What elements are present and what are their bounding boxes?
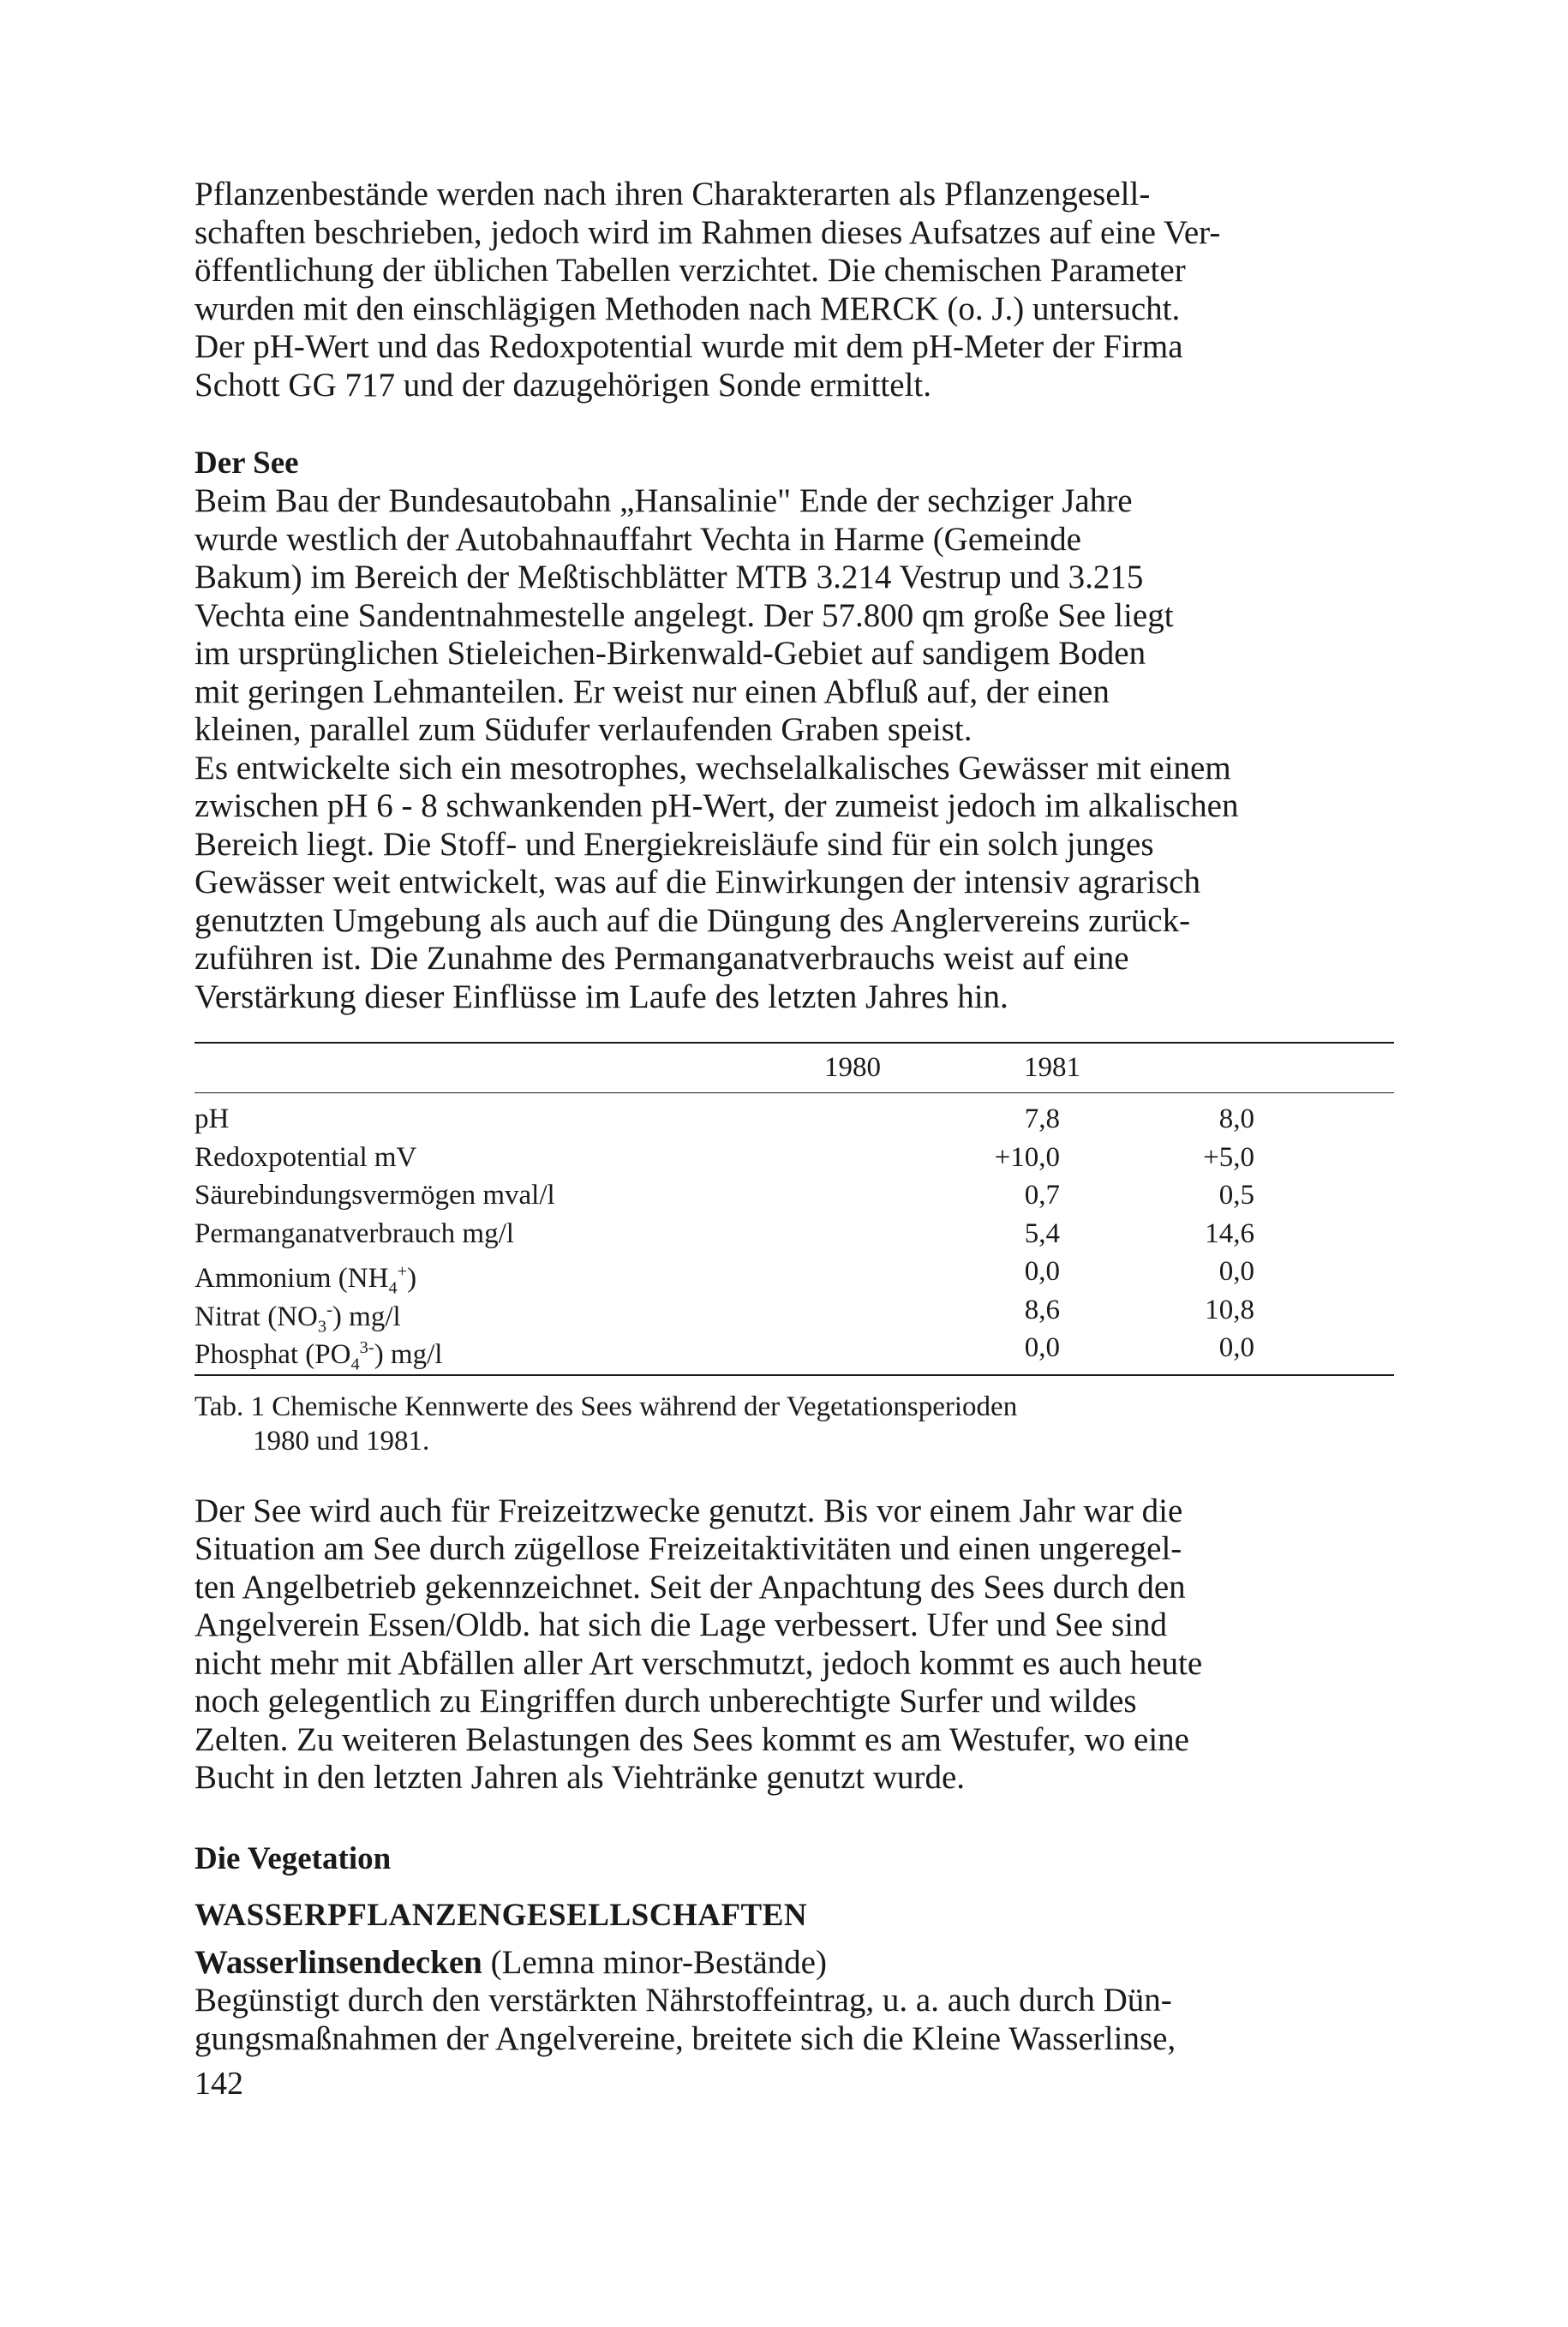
caption-line: 1980 und 1981. <box>253 1425 430 1457</box>
text-line: Pflanzenbestände werden nach ihren Charakterarten als Pflanzengesell- <box>195 176 1151 212</box>
heading-normal-part: (Lemna minor-Bestände) <box>482 1943 827 1981</box>
text-line: Der See wird auch für Freizeitzwecke genutzt. Bis vor einem Jahr war die <box>195 1492 1183 1529</box>
table-row <box>195 1139 1394 1177</box>
text-line: Verstärkung dieser Einflüsse im Laufe des letzten Jahres hin. <box>195 978 1008 1015</box>
page-number: 142 <box>195 2066 243 2102</box>
text-line: Zelten. Zu weiteren Belastungen des Sees kommt es am Westufer, wo eine <box>195 1720 1189 1758</box>
sub-subsection-heading <box>195 1944 1394 1983</box>
text-line: ten Angelbetrieb gekennzeichnet. Seit der Anpachtung des Sees durch den <box>195 1568 1186 1606</box>
table-row <box>195 1176 1394 1215</box>
section-heading-der-see: Der See <box>195 446 299 481</box>
table-row <box>195 1215 1394 1253</box>
label-text: Ammonium (NH <box>195 1263 389 1294</box>
row-label: pH <box>195 1104 230 1134</box>
use-paragraph <box>195 1493 1394 1798</box>
value-1981: 10,8 <box>1205 1294 1254 1325</box>
section-heading-vegetation: Die Vegetation <box>195 1840 392 1876</box>
column-header-1980: 1980 <box>824 1052 881 1083</box>
text-line: wurden mit den einschlägigen Methoden nach MERCK (o. J.) untersucht. <box>195 290 1181 327</box>
text-line: Bakum) im Bereich der Meßtischblätter MTB 3.214 Vestrup und 3.215 <box>195 559 1144 595</box>
text-line: Beim Bau der Bundesautobahn „Hansalinie" Ende der sechziger Jahre <box>195 482 1133 519</box>
text-line: Vechta eine Sandentnahmestelle angelegt. Der 57.800 qm große See liegt <box>195 596 1174 634</box>
table-header <box>195 1044 1394 1092</box>
value-1980: 5,4 <box>1024 1217 1060 1249</box>
table-row <box>195 1329 1394 1374</box>
chemistry-table <box>195 1042 1394 1458</box>
row-label <box>195 1329 442 1384</box>
label-tail: ) mg/l <box>374 1339 443 1370</box>
see-paragraph-1 <box>195 482 1394 750</box>
document-page <box>195 176 1394 2103</box>
table-row <box>195 1253 1394 1298</box>
column-header-1981: 1981 <box>1024 1052 1080 1083</box>
label-subscript: 4 <box>388 1278 398 1298</box>
text-line: nicht mehr mit Abfällen aller Art verschmutzt, jedoch kommt es auch heute <box>195 1644 1203 1682</box>
label-text: Phosphat (PO <box>195 1339 351 1370</box>
table-body <box>195 1093 1394 1374</box>
value-1980: 0,7 <box>1024 1180 1060 1211</box>
see-paragraph-2 <box>195 750 1394 1017</box>
label-tail: ) <box>407 1263 417 1294</box>
table-row <box>195 1100 1394 1139</box>
value-1981: 14,6 <box>1205 1217 1254 1249</box>
label-superscript: 3- <box>359 1338 374 1357</box>
caption-line: Tab. 1 Chemische Kennwerte des Sees während der Vegetationsperioden <box>195 1391 1018 1422</box>
text-line: Begünstigt durch den verstärkten Nährstoffeintrag, u. a. auch durch Dün- <box>195 1982 1172 2019</box>
label-text: Nitrat (NO <box>195 1301 318 1332</box>
value-1981: 0,0 <box>1218 1332 1254 1363</box>
label-tail: ) mg/l <box>332 1301 401 1332</box>
value-1980: 8,6 <box>1024 1294 1060 1325</box>
heading-bold-part: Wasserlinsendecken <box>195 1943 482 1981</box>
text-line: öffentlichung der üblichen Tabellen verzichtet. Die chemischen Parameter <box>195 252 1186 289</box>
text-line: Gewässer weit entwickelt, was auf die Einwirkungen der intensiv agrarisch <box>195 864 1200 900</box>
value-1980: 0,0 <box>1024 1332 1060 1363</box>
row-label: Permanganatverbrauch mg/l <box>195 1217 514 1249</box>
value-1981: 8,0 <box>1218 1104 1254 1134</box>
text-line: zuführen ist. Die Zunahme des Permanganatverbrauchs weist auf eine <box>195 940 1129 977</box>
text-line: zwischen pH 6 - 8 schwankenden pH-Wert, der zumeist jedoch im alkalischen <box>195 787 1239 824</box>
text-line: Es entwickelte sich ein mesotrophes, wechselalkalisches Gewässer mit einem <box>195 749 1231 787</box>
text-line: noch gelegentlich zu Eingriffen durch unberechtigte Surfer und wildes <box>195 1683 1137 1720</box>
label-superscript: - <box>326 1300 332 1319</box>
text-line: kleinen, parallel zum Südufer verlaufenden Graben speist. <box>195 711 973 748</box>
value-1981: 0,0 <box>1218 1256 1254 1287</box>
text-line: im ursprünglichen Stieleichen-Birkenwald-Gebiet auf sandigem Boden <box>195 635 1146 672</box>
value-1980: +10,0 <box>994 1141 1060 1173</box>
text-line: schaften beschrieben, jedoch wird im Rahmen dieses Aufsatzes auf eine Ver- <box>195 213 1221 251</box>
text-line: mit geringen Lehmanteilen. Er weist nur einen Abfluß auf, der einen <box>195 673 1110 710</box>
value-1980: 7,8 <box>1024 1104 1060 1134</box>
label-subscript: 4 <box>350 1355 360 1374</box>
text-line: genutzten Umgebung als auch auf die Düngung des Anglervereins zurück- <box>195 901 1191 939</box>
text-line: Bereich liegt. Die Stoff- und Energiekreisläufe sind für ein solch junges <box>195 825 1154 863</box>
row-label: Säurebindungsvermögen mval/l <box>195 1180 555 1211</box>
value-1980: 0,0 <box>1024 1256 1060 1287</box>
text-line: Situation am See durch zügellose Freizeitaktivitäten und einen ungeregel- <box>195 1530 1182 1567</box>
text-line: Angelverein Essen/Oldb. hat sich die Lage verbessert. Ufer und See sind <box>195 1606 1167 1643</box>
text-line: Der pH-Wert und das Redoxpotential wurde mit dem pH-Meter der Firma <box>195 328 1183 365</box>
text-line: Bucht in den letzten Jahren als Viehtränke genutzt wurde. <box>195 1759 966 1796</box>
value-1981: 0,5 <box>1218 1180 1254 1211</box>
value-1981: +5,0 <box>1203 1141 1254 1173</box>
label-subscript: 3 <box>317 1317 327 1337</box>
table-caption <box>195 1390 1394 1458</box>
table-row <box>195 1291 1394 1337</box>
row-label: Redoxpotential mV <box>195 1141 417 1173</box>
subsection-heading: WASSERPFLANZENGESELLSCHAFTEN <box>195 1897 808 1933</box>
text-line: Schott GG 717 und der dazugehörigen Sonde ermittelt. <box>195 366 931 404</box>
intro-paragraph <box>195 176 1394 404</box>
label-superscript: + <box>397 1262 408 1281</box>
text-line: wurde westlich der Autobahnauffahrt Vechta in Harme (Gemeinde <box>195 520 1081 558</box>
text-line: gungsmaßnahmen der Angelvereine, breitete sich die Kleine Wasserlinse, <box>195 2019 1176 2057</box>
